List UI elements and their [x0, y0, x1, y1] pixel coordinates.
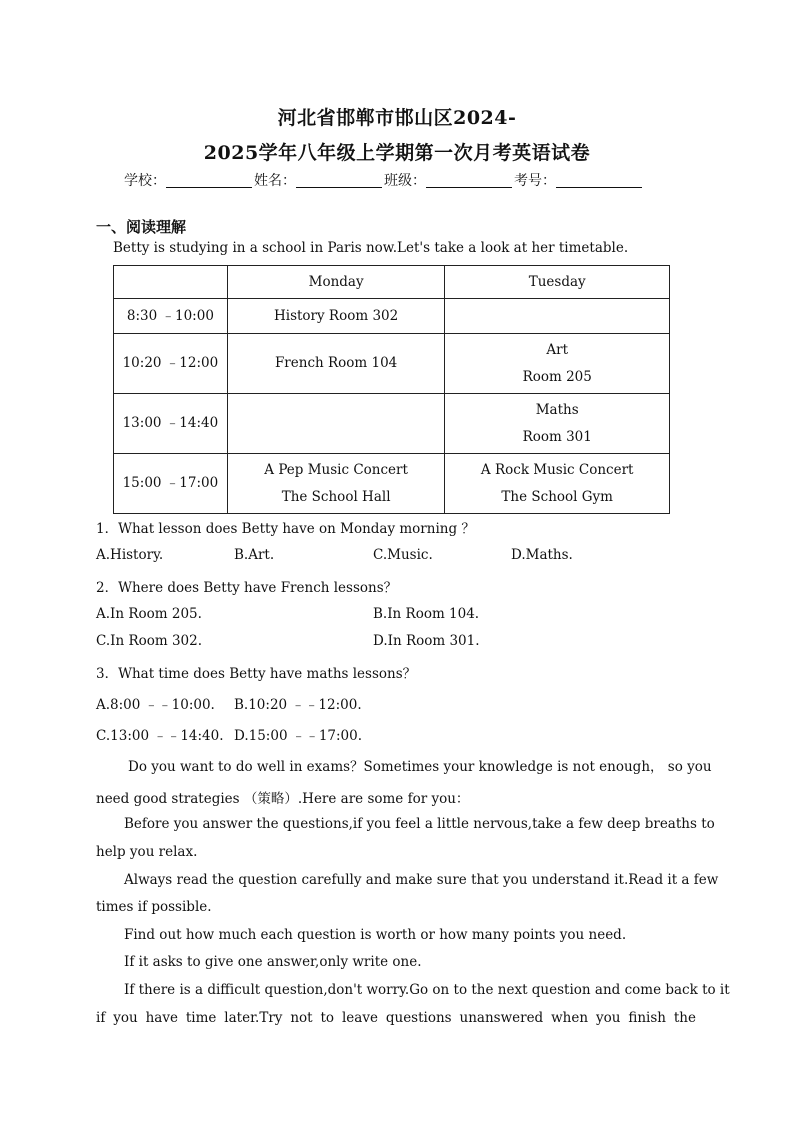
answer-option[interactable]: C.Music. [373, 547, 433, 563]
timetable-row [114, 454, 670, 514]
answer-option[interactable]: A.History. [96, 547, 164, 563]
answer-option[interactable]: D.In Room 301. [373, 633, 480, 649]
answer-option[interactable]: D.15:00 ﹣﹣17:00. [234, 728, 363, 744]
time-cell: 10:20 ﹣12:00 [114, 334, 228, 394]
tuesday-cell [445, 454, 670, 514]
passage-line: if you have time later.Try not to leave questions unanswered when you finish the [96, 1010, 696, 1026]
class-label: 班级： [384, 173, 426, 189]
monday-cell [227, 334, 445, 394]
answer-option[interactable]: C.In Room 302. [96, 633, 203, 649]
cell-text: Maths [535, 401, 579, 418]
name-blank[interactable] [296, 173, 382, 188]
name-label: 姓名： [254, 173, 296, 189]
tuesday-cell [445, 394, 670, 454]
answer-option[interactable]: B.Art. [234, 547, 275, 563]
question-stem: 2．Where does Betty have French lessons？ [96, 580, 398, 596]
header-tuesday: Tuesday [445, 266, 670, 299]
cell-text: A Rock Music Concert [480, 461, 634, 478]
passage-line: need good strategies （策略）.Here are some for you： [96, 791, 470, 807]
timetable-row [114, 394, 670, 454]
time-cell: 8:30 ﹣10:00 [114, 299, 228, 334]
passage-line: Find out how much each question is worth or how many points you need. [124, 927, 627, 943]
passage-line: If it asks to give one answer,only write one. [124, 954, 422, 970]
answer-option[interactable]: D.Maths. [511, 547, 573, 563]
exam-title-line1: 河北省邯郸市邯山区2024- [277, 107, 517, 129]
class-blank[interactable] [426, 173, 512, 188]
cell-text: French Room 104 [274, 355, 398, 371]
timetable-row [114, 334, 670, 394]
monday-cell [227, 394, 445, 454]
cell-text: History Room 302 [273, 307, 399, 324]
student-info-row [124, 170, 644, 190]
cell-text: Room 301 [522, 428, 592, 445]
tuesday-cell [445, 334, 670, 394]
school-blank[interactable] [166, 173, 252, 188]
answer-option[interactable]: C.13:00 ﹣﹣14:40. [96, 728, 224, 744]
monday-cell [227, 454, 445, 514]
passage-line: Do you want to do well in exams？Sometimes your knowledge is not enough， so you [128, 759, 712, 775]
cell-text: Art [546, 341, 569, 358]
tuesday-cell [445, 299, 670, 334]
exam-title-line2: 2025学年八年级上学期第一次月考英语试卷 [203, 142, 591, 164]
question-stem: 3．What time does Betty have maths lessons？ [96, 666, 417, 682]
passage-line: times if possible. [96, 899, 212, 915]
timetable [113, 265, 670, 514]
answer-option[interactable]: B.10:20 ﹣﹣12:00. [234, 697, 362, 713]
cell-text: Room 205 [522, 368, 592, 385]
number-label: 考号： [514, 173, 556, 189]
school-label: 学校： [124, 173, 166, 189]
cell-text: A Pep Music Concert [264, 461, 408, 478]
passage-line: If there is a difficult question,don't worry.Go on to the next question and come back to it [124, 982, 730, 998]
header-monday: Monday [227, 266, 445, 299]
timetable-corner-cell [114, 266, 228, 299]
cell-text: The School Hall [281, 488, 391, 505]
monday-cell [227, 299, 445, 334]
section-heading: 一、阅读理解 [96, 218, 187, 236]
answer-option[interactable]: A.8:00 ﹣﹣10:00. [96, 697, 215, 713]
number-blank[interactable] [556, 173, 642, 188]
answer-option[interactable]: B.In Room 104. [373, 606, 480, 622]
timetable-row [114, 299, 670, 334]
time-cell: 13:00 ﹣14:40 [114, 394, 228, 454]
timetable-header-row [114, 266, 670, 299]
passage-line: Always read the question carefully and make sure that you understand it.Read it a few [124, 872, 719, 888]
answer-option[interactable]: A.In Room 205. [96, 606, 202, 622]
passage-line: Before you answer the questions,if you feel a little nervous,take a few deep breaths to [124, 816, 715, 832]
passage-line: help you relax. [96, 844, 198, 860]
passage-intro: Betty is studying in a school in Paris now.Let's take a look at her timetable. [113, 240, 629, 256]
time-cell: 15:00 ﹣17:00 [114, 454, 228, 514]
question-stem: 1．What lesson does Betty have on Monday morning ？ [96, 521, 475, 537]
cell-text: The School Gym [501, 488, 613, 505]
